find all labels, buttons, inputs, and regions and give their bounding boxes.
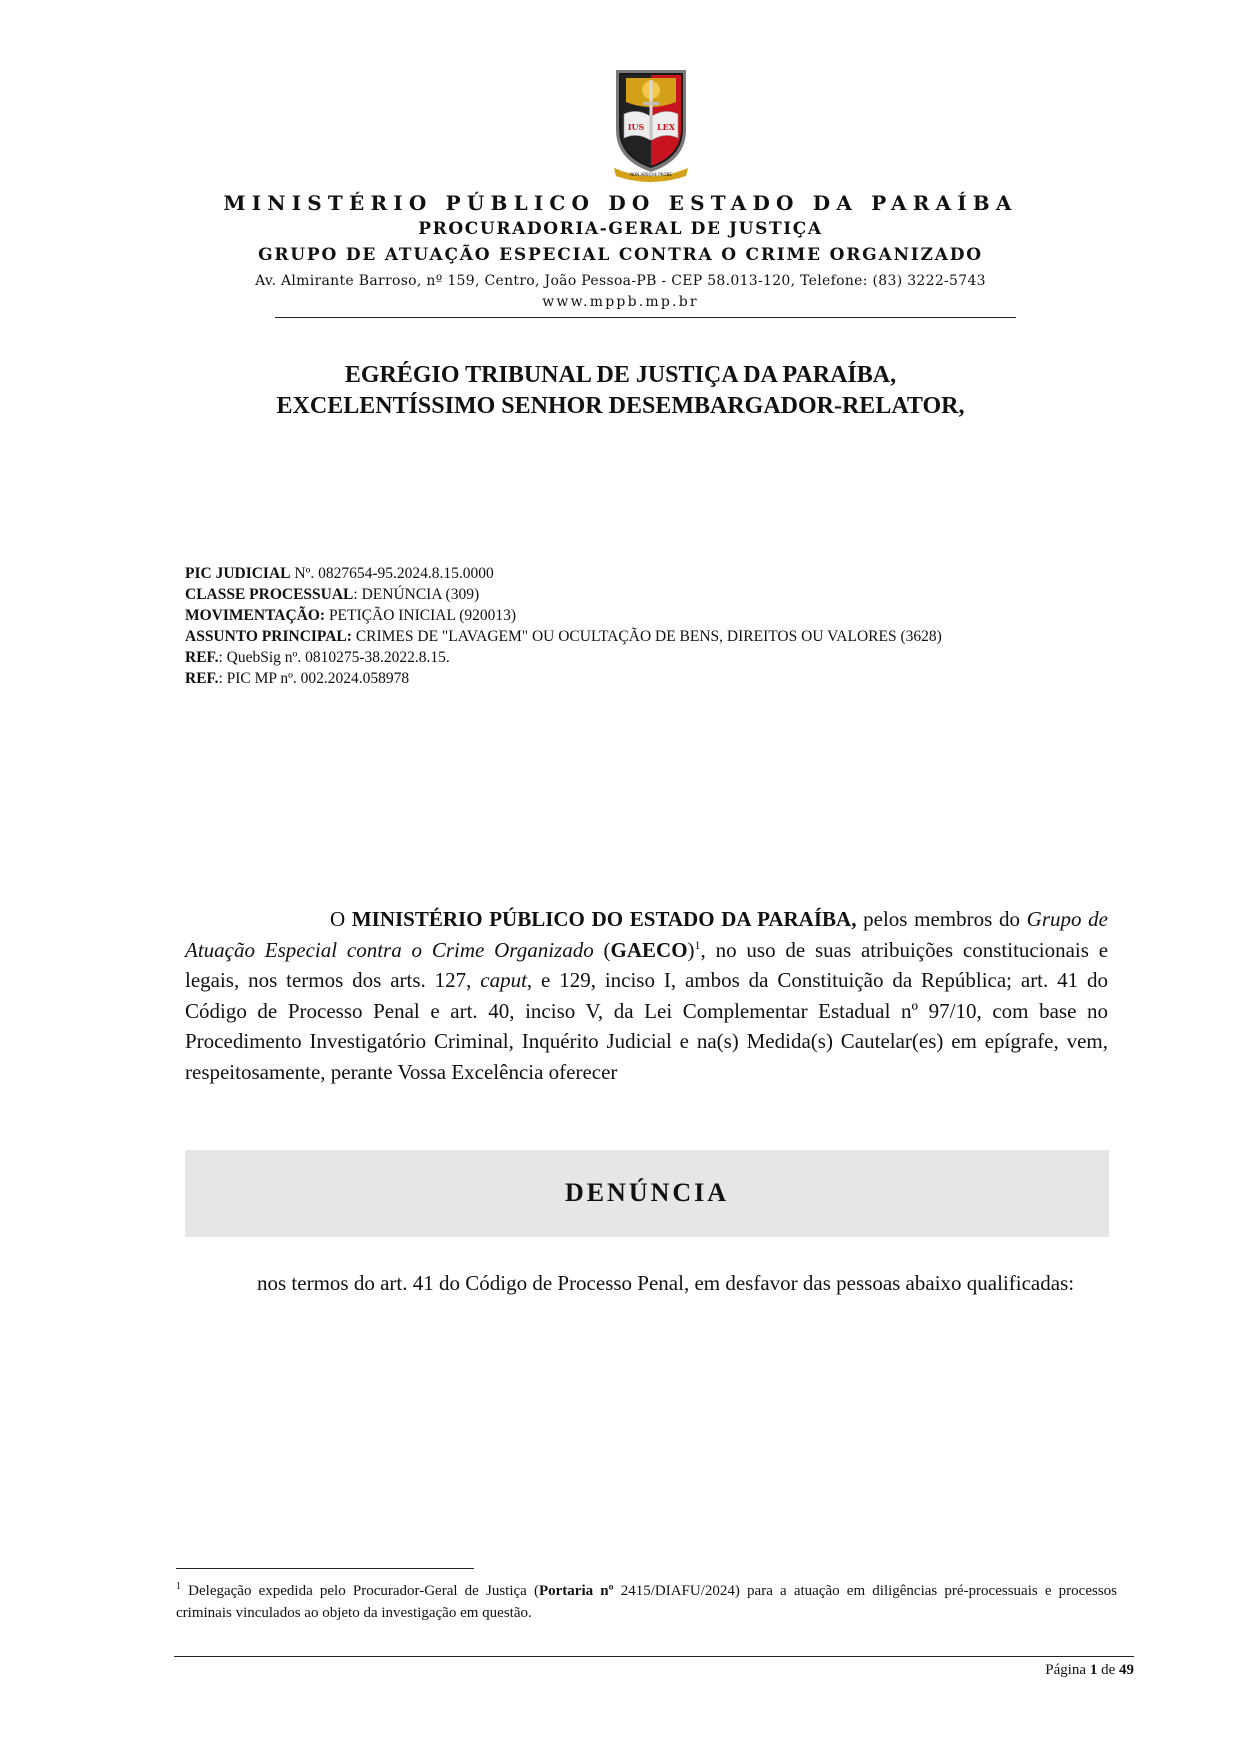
- p1-acronym: GAECO: [610, 937, 688, 962]
- info-label: PIC JUDICIAL: [185, 565, 291, 582]
- info-label: MOVIMENTAÇÃO:: [185, 607, 326, 624]
- page-number: [900, 1662, 1134, 1679]
- emblem-lex-text: LEX: [657, 122, 675, 132]
- p1-mid: , no uso de suas atribuições constitucionais e legais, nos termos dos arts. 127,: [185, 937, 1109, 992]
- footnote-portaria: Portaria nº: [538, 1583, 614, 1599]
- footnote-mark: 1: [176, 1581, 181, 1592]
- info-ref-quebsig: [185, 647, 1085, 668]
- page-label: Página: [1045, 1662, 1090, 1678]
- header-group: GRUPO DE ATUAÇÃO ESPECIAL CONTRA O CRIME ORGANIZADO: [258, 245, 983, 265]
- header-website: www.mppb.mp.br: [542, 294, 699, 310]
- emblem-ius-text: IUS: [627, 122, 645, 132]
- info-value: : PIC MP nº. 002.2024.058978: [218, 670, 410, 687]
- info-label: REF.: [185, 649, 219, 666]
- header-organization: MINISTÉRIO PÚBLICO DO ESTADO DA PARAÍBA: [223, 191, 1018, 215]
- info-value: PETIÇÃO INICIAL (920013): [325, 607, 517, 624]
- info-value: CRIMES DE "LAVAGEM" OU OCULTAÇÃO DE BENS, DIREITOS OU VALORES (3628): [351, 628, 942, 645]
- page-of: de: [1097, 1662, 1119, 1678]
- info-label: ASSUNTO PRINCIPAL:: [185, 628, 352, 645]
- info-pic-judicial: [185, 563, 1085, 584]
- info-movimentacao: [185, 605, 1085, 626]
- denuncia-title: DENÚNCIA: [564, 1178, 730, 1207]
- info-value: : DENÚNCIA (309): [353, 586, 480, 603]
- header-procuradoria: PROCURADORIA-GERAL DE JUSTIÇA: [418, 219, 823, 239]
- closing-paragraph: [185, 1268, 1108, 1299]
- p1-caput: caput: [480, 968, 527, 992]
- p2-text: nos termos do art. 41 do Código de Processo Penal, em desfavor das pessoas abaixo qualificadas:: [257, 1271, 1075, 1295]
- footnote-text-end: 2415/DIAFU/2024) para a atuação em diligências pré-processuais e processos criminais vinculados ao objeto da investigação em questão.: [176, 1583, 1117, 1621]
- header-address: Av. Almirante Barroso, nº 159, Centro, João Pessoa-PB - CEP 58.013-120, Telefone: (83) 3222-5743: [255, 273, 986, 289]
- footnote: [176, 1580, 1117, 1624]
- info-value: : QuebSig nº. 0810275-38.2022.8.15.: [218, 649, 450, 666]
- page-current: 1: [1089, 1662, 1098, 1678]
- footnote-divider: [176, 1568, 474, 1569]
- info-label: CLASSE PROCESSUAL: [185, 586, 354, 603]
- p1-paren-close: ): [687, 937, 695, 962]
- intro-paragraph: [185, 904, 1108, 1087]
- info-assunto-principal: [185, 626, 1085, 647]
- addressee-court: EGRÉGIO TRIBUNAL DE JUSTIÇA DA PARAÍBA,: [344, 362, 897, 388]
- header-divider: [275, 317, 1016, 318]
- footer-divider: [174, 1656, 1134, 1657]
- page-total: 49: [1119, 1662, 1134, 1678]
- emblem-ribbon-text: NON ABSQUE PROBE: [630, 172, 672, 177]
- info-classe-processual: [185, 584, 1085, 605]
- mppb-emblem-logo: [612, 68, 690, 182]
- p1-org: MINISTÉRIO PÚBLICO DO ESTADO DA PARAÍBA,: [351, 907, 857, 931]
- info-value: Nº. 0827654-95.2024.8.15.0000: [290, 565, 494, 582]
- p1-end: , e 129, inciso I, ambos da Constituição da República; art. 41 do Código de Processo Penal e art. 40, inciso V, da Lei Complementar Estadual nº 97/10, com base no Procedimento Investigatório Criminal, Inquérito Judicial e na(s) Medida(s) Cautelar(es) em epígrafe, vem, respeitosamente, perante Vossa Excelência oferecer: [185, 968, 1108, 1084]
- info-ref-pic-mp: [185, 668, 1085, 689]
- footnote-text-start: Delegação expedida pelo Procurador-Geral de Justiça (: [181, 1583, 539, 1599]
- p1-paren-open: (: [593, 937, 611, 962]
- denuncia-banner: [185, 1150, 1109, 1237]
- info-label: REF.: [185, 670, 219, 687]
- footnote-ref[interactable]: 1: [694, 937, 701, 952]
- addressee-judge: EXCELENTÍSSIMO SENHOR DESEMBARGADOR-RELATOR,: [276, 393, 965, 419]
- p1-start: O: [330, 907, 352, 931]
- p1-after-org: pelos membros do: [856, 907, 1027, 931]
- p1-group-name: Grupo de Atuação Especial contra o Crime Organizado: [185, 907, 1108, 962]
